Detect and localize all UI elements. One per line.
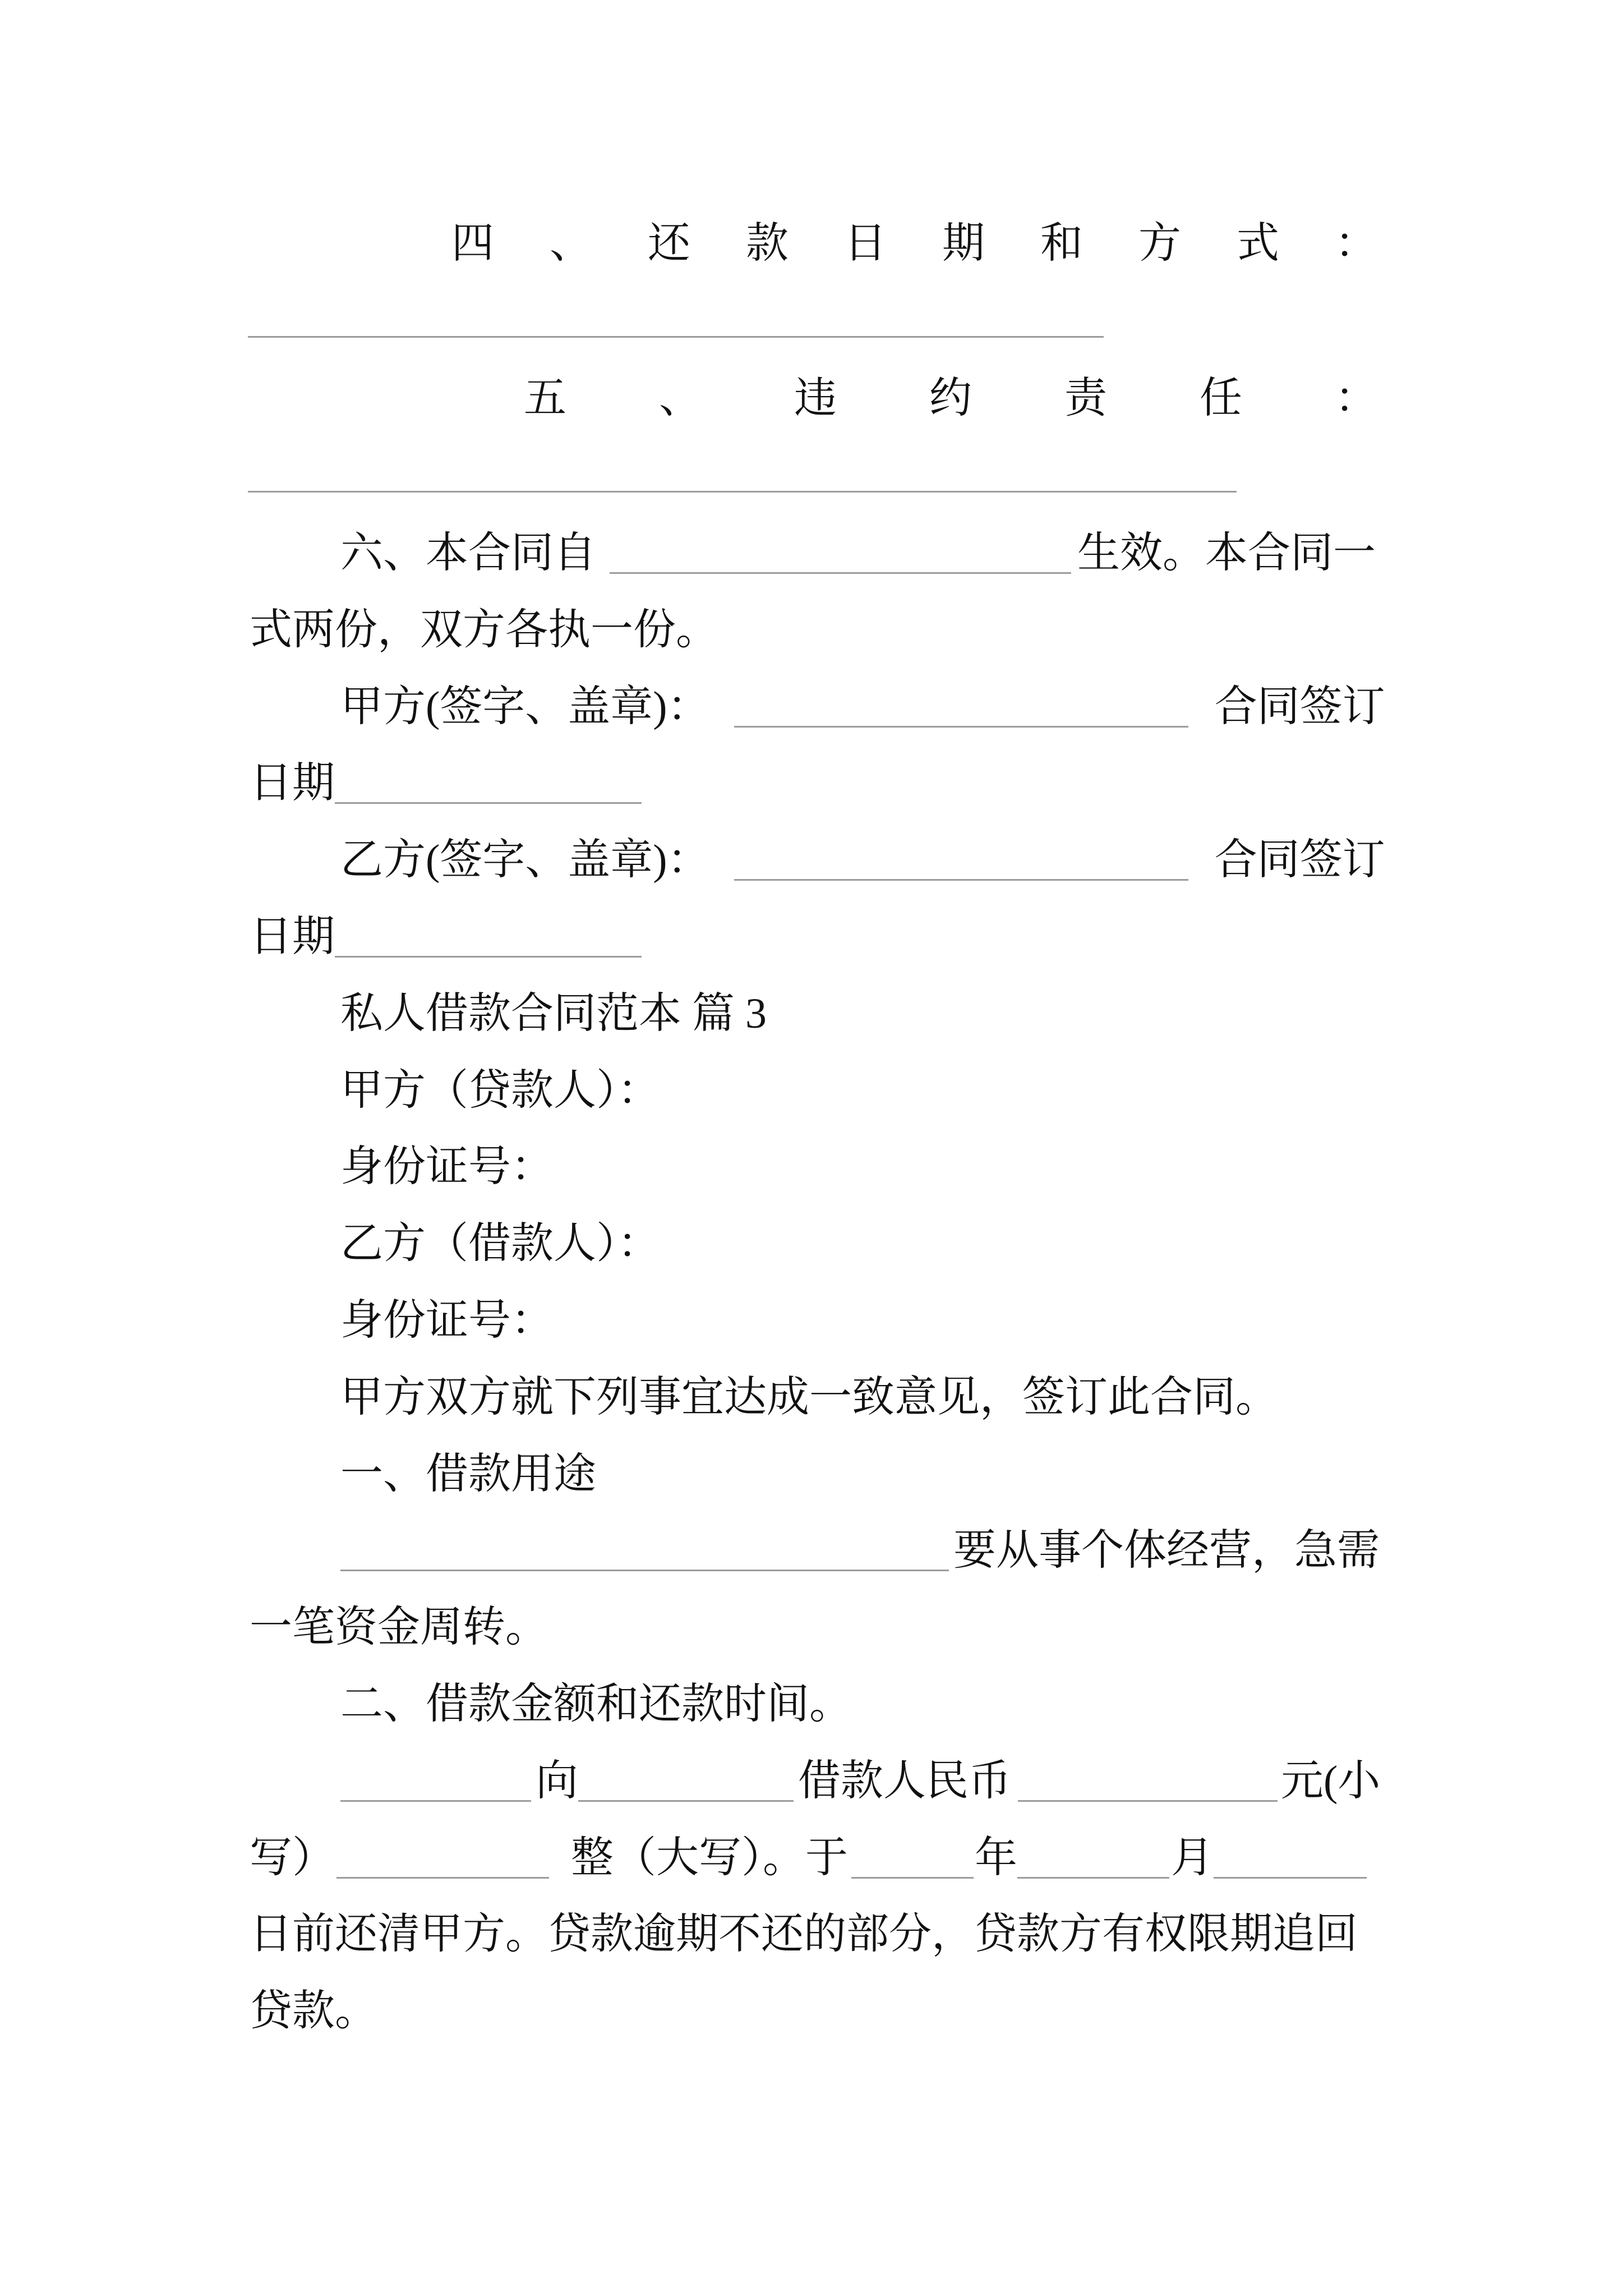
clause-2-heading (340, 1679, 852, 1729)
amount-uppercase-blank (336, 1833, 549, 1879)
clause-6-continuation (250, 605, 718, 655)
lender-id-label: 身份证号： (340, 1143, 554, 1190)
party-a-signature-line (340, 682, 1385, 732)
party-b-signature-line (340, 835, 1385, 885)
party-b-signature-blank (734, 835, 1188, 881)
party-a-date-line (250, 758, 642, 808)
lender-party-blank (578, 1756, 794, 1802)
amount-numeric-blank (1018, 1756, 1278, 1802)
contract-3-title (340, 988, 767, 1039)
borrower-name-blank (340, 1525, 949, 1571)
clause-2-heading-text: 二、借款金额和还款时间。 (340, 1681, 852, 1728)
lender-label: 甲方（贷款人）： (340, 1067, 660, 1114)
clause-2-text: 贷款。 (250, 1987, 377, 2035)
borrower-line (340, 1218, 660, 1269)
clause-4-heading (451, 218, 1433, 269)
clause-1-heading-text: 一、借款用途 (340, 1451, 596, 1498)
clause-4-heading-text: 四、还款日期和方式： (451, 220, 1433, 267)
borrower-party-blank (340, 1756, 531, 1802)
repay-day-blank (1214, 1833, 1367, 1879)
clause-6-text: 生效。本合同一 (1077, 530, 1376, 577)
borrower-id-label: 身份证号： (340, 1297, 554, 1344)
borrower-id-line (340, 1295, 554, 1346)
clause-1-text: 一笔资金周转。 (250, 1604, 548, 1651)
lender-line (340, 1065, 660, 1116)
clause-6-paragraph (340, 528, 1376, 578)
signing-date-label: 合同签订 (1214, 683, 1385, 730)
agreement-statement-text: 甲方双方就下列事宜达成一致意见，签订此合同。 (340, 1374, 1278, 1421)
party-a-date-blank (335, 758, 642, 804)
party-b-date-blank (335, 912, 642, 958)
clause-4-blank-line (248, 336, 1104, 338)
clause-2-text: 日前还清甲方。贷款逾期不还的部分，贷款方有权限期追回 (250, 1911, 1358, 1958)
clause-2-text: 借款人民币 (798, 1757, 1011, 1805)
clause-2-continuation (250, 1833, 1367, 1883)
clause-1-text: 要从事个体经营，急需 (953, 1527, 1380, 1574)
clause-2-text: 年 (975, 1834, 1017, 1881)
agreement-statement (340, 1372, 1278, 1423)
party-b-date-line (250, 912, 642, 962)
clause-6-text: 六、本合同自 (340, 530, 596, 577)
clause-2-text: 向 (536, 1757, 578, 1805)
clause-2-paragraph (340, 1756, 1380, 1806)
signing-date-label: 合同签订 (1214, 836, 1385, 884)
clause-1-heading (340, 1449, 596, 1499)
clause-1-paragraph (340, 1525, 1380, 1576)
clause-2-text: 写） (250, 1834, 335, 1881)
effective-date-blank (610, 528, 1071, 574)
clause-5-heading-text: 五、违约责任： (524, 375, 1470, 422)
clause-5-blank-line (248, 491, 1237, 493)
signing-date-label: 日期 (250, 913, 335, 960)
party-a-signature-label: 甲方(签字、盖章)： (340, 683, 710, 730)
party-a-signature-blank (734, 682, 1188, 728)
clause-2-text: 元(小 (1281, 1757, 1381, 1805)
clause-2-text: 月 (1171, 1834, 1214, 1881)
contract-3-title-text: 私人借款合同范本 篇 3 (340, 990, 767, 1037)
clause-6-text: 式两份，双方各执一份。 (250, 606, 718, 654)
party-b-signature-label: 乙方(签字、盖章)： (340, 836, 710, 884)
clause-2-continuation (250, 1909, 1358, 1959)
clause-2-text: 整（大写）。于 (571, 1834, 848, 1881)
repay-month-blank (1017, 1833, 1169, 1879)
signing-date-label: 日期 (250, 760, 335, 807)
repay-year-blank (851, 1833, 974, 1879)
clause-1-continuation (250, 1602, 548, 1653)
lender-id-line (340, 1142, 554, 1192)
borrower-label: 乙方（借款人）： (340, 1220, 660, 1267)
clause-2-continuation (250, 1986, 377, 2036)
clause-5-heading (524, 373, 1470, 424)
